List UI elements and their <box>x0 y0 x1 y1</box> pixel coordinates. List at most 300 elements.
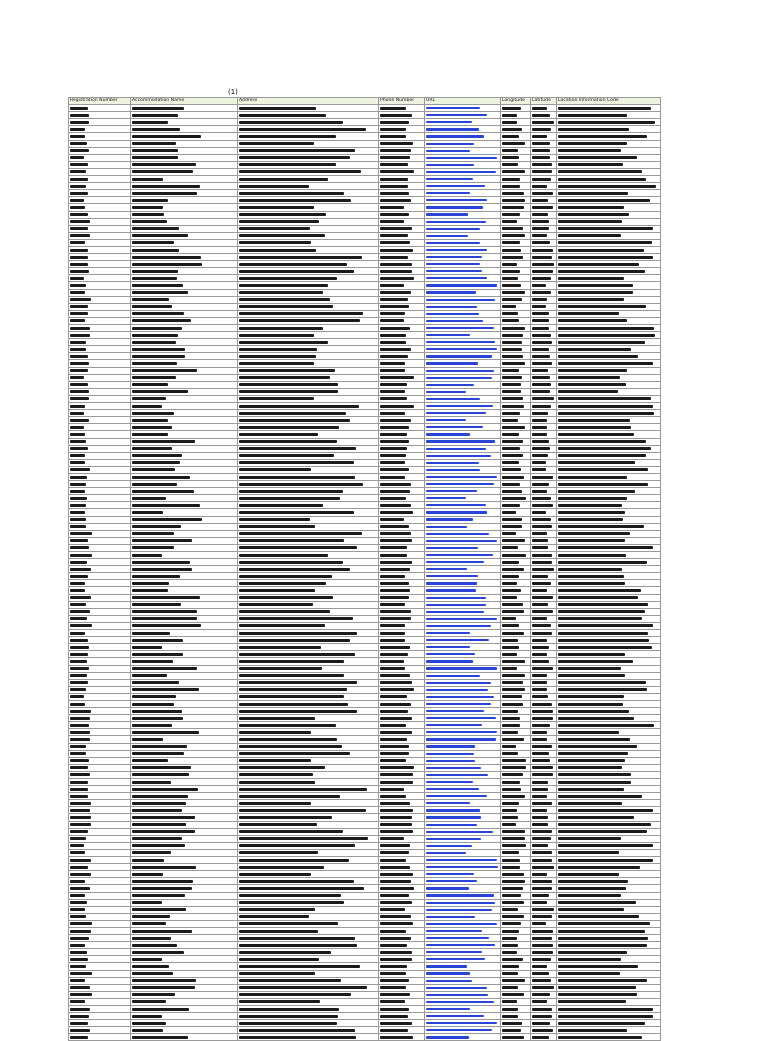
cell-longitude[interactable] <box>501 168 531 175</box>
cell-longitude[interactable] <box>501 942 531 949</box>
cell-registration-number[interactable] <box>69 395 131 402</box>
cell-phone-number[interactable] <box>379 764 425 771</box>
cell-url[interactable] <box>425 367 501 374</box>
cell-location-code[interactable] <box>557 736 661 743</box>
cell-longitude[interactable] <box>501 686 531 693</box>
cell-url[interactable] <box>425 197 501 204</box>
cell-address[interactable] <box>238 587 379 594</box>
cell-location-code[interactable] <box>557 700 661 707</box>
cell-latitude[interactable] <box>531 835 557 842</box>
cell-url[interactable] <box>425 289 501 296</box>
cell-address[interactable] <box>238 963 379 970</box>
cell-url[interactable] <box>425 395 501 402</box>
cell-location-code[interactable] <box>557 459 661 466</box>
cell-latitude[interactable] <box>531 523 557 530</box>
cell-address[interactable] <box>238 892 379 899</box>
cell-url[interactable] <box>425 445 501 452</box>
cell-url[interactable] <box>425 864 501 871</box>
cell-phone-number[interactable] <box>379 388 425 395</box>
cell-location-code[interactable] <box>557 509 661 516</box>
cell-longitude[interactable] <box>501 126 531 133</box>
cell-phone-number[interactable] <box>379 381 425 388</box>
cell-phone-number[interactable] <box>379 523 425 530</box>
cell-url[interactable] <box>425 729 501 736</box>
cell-registration-number[interactable] <box>69 346 131 353</box>
cell-address[interactable] <box>238 729 379 736</box>
cell-location-code[interactable] <box>557 190 661 197</box>
cell-address[interactable] <box>238 630 379 637</box>
cell-address[interactable] <box>238 544 379 551</box>
cell-registration-number[interactable] <box>69 736 131 743</box>
cell-address[interactable] <box>238 310 379 317</box>
cell-registration-number[interactable] <box>69 715 131 722</box>
cell-latitude[interactable] <box>531 254 557 261</box>
cell-address[interactable] <box>238 1006 379 1013</box>
cell-longitude[interactable] <box>501 927 531 934</box>
cell-longitude[interactable] <box>501 275 531 282</box>
cell-address[interactable] <box>238 991 379 998</box>
cell-latitude[interactable] <box>531 488 557 495</box>
cell-url[interactable] <box>425 892 501 899</box>
cell-accommodation-name[interactable] <box>131 942 238 949</box>
cell-latitude[interactable] <box>531 332 557 339</box>
column-header-location-code[interactable]: Location Information Code <box>557 98 661 105</box>
cell-url[interactable] <box>425 913 501 920</box>
cell-longitude[interactable] <box>501 488 531 495</box>
cell-location-code[interactable] <box>557 573 661 580</box>
cell-registration-number[interactable] <box>69 750 131 757</box>
cell-latitude[interactable] <box>531 849 557 856</box>
cell-address[interactable] <box>238 878 379 885</box>
cell-accommodation-name[interactable] <box>131 303 238 310</box>
cell-latitude[interactable] <box>531 154 557 161</box>
cell-url[interactable] <box>425 1013 501 1020</box>
cell-url[interactable] <box>425 502 501 509</box>
cell-phone-number[interactable] <box>379 601 425 608</box>
cell-url[interactable] <box>425 665 501 672</box>
cell-longitude[interactable] <box>501 367 531 374</box>
cell-url[interactable] <box>425 303 501 310</box>
cell-address[interactable] <box>238 779 379 786</box>
cell-accommodation-name[interactable] <box>131 445 238 452</box>
cell-longitude[interactable] <box>501 977 531 984</box>
cell-registration-number[interactable] <box>69 757 131 764</box>
cell-latitude[interactable] <box>531 764 557 771</box>
cell-location-code[interactable] <box>557 644 661 651</box>
cell-url[interactable] <box>425 814 501 821</box>
cell-url[interactable] <box>425 332 501 339</box>
cell-address[interactable] <box>238 700 379 707</box>
cell-location-code[interactable] <box>557 105 661 112</box>
cell-longitude[interactable] <box>501 332 531 339</box>
cell-latitude[interactable] <box>531 310 557 317</box>
cell-registration-number[interactable] <box>69 786 131 793</box>
cell-registration-number[interactable] <box>69 729 131 736</box>
cell-location-code[interactable] <box>557 239 661 246</box>
cell-phone-number[interactable] <box>379 325 425 332</box>
cell-location-code[interactable] <box>557 743 661 750</box>
cell-phone-number[interactable] <box>379 417 425 424</box>
cell-registration-number[interactable] <box>69 842 131 849</box>
cell-location-code[interactable] <box>557 608 661 615</box>
cell-accommodation-name[interactable] <box>131 849 238 856</box>
cell-accommodation-name[interactable] <box>131 927 238 934</box>
cell-phone-number[interactable] <box>379 708 425 715</box>
cell-registration-number[interactable] <box>69 686 131 693</box>
cell-location-code[interactable] <box>557 857 661 864</box>
cell-longitude[interactable] <box>501 112 531 119</box>
cell-accommodation-name[interactable] <box>131 495 238 502</box>
cell-registration-number[interactable] <box>69 927 131 934</box>
cell-location-code[interactable] <box>557 658 661 665</box>
cell-registration-number[interactable] <box>69 176 131 183</box>
cell-accommodation-name[interactable] <box>131 502 238 509</box>
cell-accommodation-name[interactable] <box>131 176 238 183</box>
cell-url[interactable] <box>425 481 501 488</box>
cell-longitude[interactable] <box>501 495 531 502</box>
cell-phone-number[interactable] <box>379 715 425 722</box>
cell-longitude[interactable] <box>501 225 531 232</box>
cell-accommodation-name[interactable] <box>131 403 238 410</box>
cell-location-code[interactable] <box>557 268 661 275</box>
cell-registration-number[interactable] <box>69 488 131 495</box>
cell-address[interactable] <box>238 495 379 502</box>
cell-latitude[interactable] <box>531 296 557 303</box>
cell-longitude[interactable] <box>501 431 531 438</box>
cell-url[interactable] <box>425 161 501 168</box>
cell-address[interactable] <box>238 764 379 771</box>
cell-longitude[interactable] <box>501 246 531 253</box>
cell-accommodation-name[interactable] <box>131 637 238 644</box>
cell-longitude[interactable] <box>501 849 531 856</box>
cell-latitude[interactable] <box>531 232 557 239</box>
cell-phone-number[interactable] <box>379 842 425 849</box>
cell-phone-number[interactable] <box>379 686 425 693</box>
cell-longitude[interactable] <box>501 779 531 786</box>
cell-location-code[interactable] <box>557 935 661 942</box>
cell-longitude[interactable] <box>501 864 531 871</box>
cell-phone-number[interactable] <box>379 296 425 303</box>
cell-url[interactable] <box>425 183 501 190</box>
cell-longitude[interactable] <box>501 622 531 629</box>
cell-phone-number[interactable] <box>379 275 425 282</box>
cell-accommodation-name[interactable] <box>131 1013 238 1020</box>
cell-location-code[interactable] <box>557 481 661 488</box>
cell-accommodation-name[interactable] <box>131 523 238 530</box>
cell-longitude[interactable] <box>501 410 531 417</box>
cell-longitude[interactable] <box>501 239 531 246</box>
cell-address[interactable] <box>238 325 379 332</box>
cell-accommodation-name[interactable] <box>131 488 238 495</box>
cell-longitude[interactable] <box>501 587 531 594</box>
cell-accommodation-name[interactable] <box>131 218 238 225</box>
cell-location-code[interactable] <box>557 296 661 303</box>
cell-accommodation-name[interactable] <box>131 715 238 722</box>
cell-url[interactable] <box>425 977 501 984</box>
cell-accommodation-name[interactable] <box>131 708 238 715</box>
cell-address[interactable] <box>238 615 379 622</box>
cell-location-code[interactable] <box>557 339 661 346</box>
cell-accommodation-name[interactable] <box>131 622 238 629</box>
cell-phone-number[interactable] <box>379 1006 425 1013</box>
cell-location-code[interactable] <box>557 431 661 438</box>
cell-registration-number[interactable] <box>69 168 131 175</box>
cell-address[interactable] <box>238 715 379 722</box>
cell-address[interactable] <box>238 927 379 934</box>
cell-phone-number[interactable] <box>379 885 425 892</box>
cell-address[interactable] <box>238 381 379 388</box>
cell-url[interactable] <box>425 679 501 686</box>
cell-phone-number[interactable] <box>379 1020 425 1027</box>
cell-url[interactable] <box>425 1020 501 1027</box>
cell-registration-number[interactable] <box>69 743 131 750</box>
cell-latitude[interactable] <box>531 339 557 346</box>
cell-url[interactable] <box>425 310 501 317</box>
cell-latitude[interactable] <box>531 665 557 672</box>
cell-url[interactable] <box>425 105 501 112</box>
cell-longitude[interactable] <box>501 998 531 1005</box>
cell-url[interactable] <box>425 254 501 261</box>
cell-location-code[interactable] <box>557 1006 661 1013</box>
cell-phone-number[interactable] <box>379 977 425 984</box>
cell-registration-number[interactable] <box>69 864 131 871</box>
cell-longitude[interactable] <box>501 715 531 722</box>
cell-accommodation-name[interactable] <box>131 161 238 168</box>
cell-accommodation-name[interactable] <box>131 722 238 729</box>
cell-phone-number[interactable] <box>379 814 425 821</box>
cell-registration-number[interactable] <box>69 807 131 814</box>
cell-address[interactable] <box>238 672 379 679</box>
cell-address[interactable] <box>238 289 379 296</box>
cell-url[interactable] <box>425 793 501 800</box>
cell-longitude[interactable] <box>501 502 531 509</box>
cell-longitude[interactable] <box>501 537 531 544</box>
cell-registration-number[interactable] <box>69 764 131 771</box>
cell-url[interactable] <box>425 630 501 637</box>
cell-location-code[interactable] <box>557 544 661 551</box>
cell-address[interactable] <box>238 537 379 544</box>
cell-registration-number[interactable] <box>69 892 131 899</box>
cell-phone-number[interactable] <box>379 268 425 275</box>
cell-longitude[interactable] <box>501 310 531 317</box>
cell-accommodation-name[interactable] <box>131 381 238 388</box>
cell-address[interactable] <box>238 232 379 239</box>
cell-longitude[interactable] <box>501 757 531 764</box>
cell-address[interactable] <box>238 637 379 644</box>
cell-location-code[interactable] <box>557 232 661 239</box>
cell-phone-number[interactable] <box>379 899 425 906</box>
cell-location-code[interactable] <box>557 161 661 168</box>
cell-registration-number[interactable] <box>69 970 131 977</box>
cell-longitude[interactable] <box>501 303 531 310</box>
cell-accommodation-name[interactable] <box>131 857 238 864</box>
cell-longitude[interactable] <box>501 530 531 537</box>
cell-longitude[interactable] <box>501 374 531 381</box>
cell-registration-number[interactable] <box>69 126 131 133</box>
cell-phone-number[interactable] <box>379 935 425 942</box>
cell-url[interactable] <box>425 154 501 161</box>
cell-longitude[interactable] <box>501 693 531 700</box>
cell-longitude[interactable] <box>501 963 531 970</box>
cell-phone-number[interactable] <box>379 353 425 360</box>
cell-longitude[interactable] <box>501 232 531 239</box>
cell-phone-number[interactable] <box>379 651 425 658</box>
cell-registration-number[interactable] <box>69 779 131 786</box>
cell-address[interactable] <box>238 459 379 466</box>
cell-url[interactable] <box>425 942 501 949</box>
cell-latitude[interactable] <box>531 800 557 807</box>
cell-registration-number[interactable] <box>69 459 131 466</box>
cell-url[interactable] <box>425 608 501 615</box>
cell-registration-number[interactable] <box>69 622 131 629</box>
cell-url[interactable] <box>425 644 501 651</box>
cell-address[interactable] <box>238 353 379 360</box>
cell-accommodation-name[interactable] <box>131 771 238 778</box>
cell-location-code[interactable] <box>557 381 661 388</box>
cell-address[interactable] <box>238 211 379 218</box>
cell-latitude[interactable] <box>531 481 557 488</box>
cell-registration-number[interactable] <box>69 991 131 998</box>
cell-address[interactable] <box>238 239 379 246</box>
cell-url[interactable] <box>425 403 501 410</box>
cell-location-code[interactable] <box>557 445 661 452</box>
cell-accommodation-name[interactable] <box>131 580 238 587</box>
cell-latitude[interactable] <box>531 573 557 580</box>
cell-phone-number[interactable] <box>379 197 425 204</box>
cell-url[interactable] <box>425 601 501 608</box>
cell-phone-number[interactable] <box>379 466 425 473</box>
cell-latitude[interactable] <box>531 133 557 140</box>
cell-address[interactable] <box>238 268 379 275</box>
cell-accommodation-name[interactable] <box>131 814 238 821</box>
cell-address[interactable] <box>238 168 379 175</box>
cell-phone-number[interactable] <box>379 452 425 459</box>
cell-registration-number[interactable] <box>69 431 131 438</box>
cell-registration-number[interactable] <box>69 154 131 161</box>
cell-accommodation-name[interactable] <box>131 793 238 800</box>
cell-latitude[interactable] <box>531 857 557 864</box>
cell-url[interactable] <box>425 927 501 934</box>
cell-phone-number[interactable] <box>379 927 425 934</box>
cell-url[interactable] <box>425 374 501 381</box>
cell-longitude[interactable] <box>501 466 531 473</box>
cell-registration-number[interactable] <box>69 835 131 842</box>
cell-registration-number[interactable] <box>69 878 131 885</box>
cell-longitude[interactable] <box>501 764 531 771</box>
cell-accommodation-name[interactable] <box>131 353 238 360</box>
cell-registration-number[interactable] <box>69 771 131 778</box>
cell-accommodation-name[interactable] <box>131 977 238 984</box>
cell-address[interactable] <box>238 275 379 282</box>
cell-address[interactable] <box>238 530 379 537</box>
cell-location-code[interactable] <box>557 970 661 977</box>
cell-url[interactable] <box>425 211 501 218</box>
cell-url[interactable] <box>425 112 501 119</box>
cell-address[interactable] <box>238 708 379 715</box>
cell-phone-number[interactable] <box>379 303 425 310</box>
cell-phone-number[interactable] <box>379 261 425 268</box>
cell-url[interactable] <box>425 147 501 154</box>
cell-phone-number[interactable] <box>379 317 425 324</box>
cell-longitude[interactable] <box>501 729 531 736</box>
cell-accommodation-name[interactable] <box>131 289 238 296</box>
cell-registration-number[interactable] <box>69 417 131 424</box>
cell-address[interactable] <box>238 197 379 204</box>
cell-accommodation-name[interactable] <box>131 204 238 211</box>
cell-url[interactable] <box>425 821 501 828</box>
cell-address[interactable] <box>238 516 379 523</box>
cell-registration-number[interactable] <box>69 601 131 608</box>
cell-accommodation-name[interactable] <box>131 246 238 253</box>
cell-phone-number[interactable] <box>379 289 425 296</box>
cell-address[interactable] <box>238 1020 379 1027</box>
cell-registration-number[interactable] <box>69 899 131 906</box>
cell-latitude[interactable] <box>531 459 557 466</box>
cell-location-code[interactable] <box>557 835 661 842</box>
cell-latitude[interactable] <box>531 452 557 459</box>
cell-address[interactable] <box>238 445 379 452</box>
cell-registration-number[interactable] <box>69 225 131 232</box>
cell-registration-number[interactable] <box>69 303 131 310</box>
cell-registration-number[interactable] <box>69 608 131 615</box>
cell-phone-number[interactable] <box>379 360 425 367</box>
cell-longitude[interactable] <box>501 445 531 452</box>
cell-accommodation-name[interactable] <box>131 282 238 289</box>
cell-url[interactable] <box>425 1034 501 1041</box>
cell-location-code[interactable] <box>557 516 661 523</box>
cell-latitude[interactable] <box>531 197 557 204</box>
cell-longitude[interactable] <box>501 403 531 410</box>
cell-url[interactable] <box>425 261 501 268</box>
cell-address[interactable] <box>238 119 379 126</box>
cell-address[interactable] <box>238 133 379 140</box>
cell-location-code[interactable] <box>557 140 661 147</box>
cell-location-code[interactable] <box>557 622 661 629</box>
cell-location-code[interactable] <box>557 410 661 417</box>
cell-url[interactable] <box>425 693 501 700</box>
cell-location-code[interactable] <box>557 814 661 821</box>
cell-registration-number[interactable] <box>69 672 131 679</box>
cell-accommodation-name[interactable] <box>131 509 238 516</box>
cell-longitude[interactable] <box>501 254 531 261</box>
cell-registration-number[interactable] <box>69 197 131 204</box>
cell-longitude[interactable] <box>501 608 531 615</box>
cell-registration-number[interactable] <box>69 296 131 303</box>
cell-longitude[interactable] <box>501 509 531 516</box>
cell-longitude[interactable] <box>501 743 531 750</box>
cell-accommodation-name[interactable] <box>131 644 238 651</box>
cell-latitude[interactable] <box>531 906 557 913</box>
cell-url[interactable] <box>425 317 501 324</box>
cell-registration-number[interactable] <box>69 998 131 1005</box>
cell-registration-number[interactable] <box>69 530 131 537</box>
cell-phone-number[interactable] <box>379 800 425 807</box>
cell-longitude[interactable] <box>501 920 531 927</box>
cell-phone-number[interactable] <box>379 459 425 466</box>
cell-accommodation-name[interactable] <box>131 892 238 899</box>
cell-phone-number[interactable] <box>379 544 425 551</box>
cell-location-code[interactable] <box>557 566 661 573</box>
cell-phone-number[interactable] <box>379 225 425 232</box>
cell-address[interactable] <box>238 410 379 417</box>
cell-address[interactable] <box>238 254 379 261</box>
cell-url[interactable] <box>425 984 501 991</box>
cell-longitude[interactable] <box>501 573 531 580</box>
cell-accommodation-name[interactable] <box>131 956 238 963</box>
cell-accommodation-name[interactable] <box>131 105 238 112</box>
cell-phone-number[interactable] <box>379 232 425 239</box>
cell-accommodation-name[interactable] <box>131 743 238 750</box>
